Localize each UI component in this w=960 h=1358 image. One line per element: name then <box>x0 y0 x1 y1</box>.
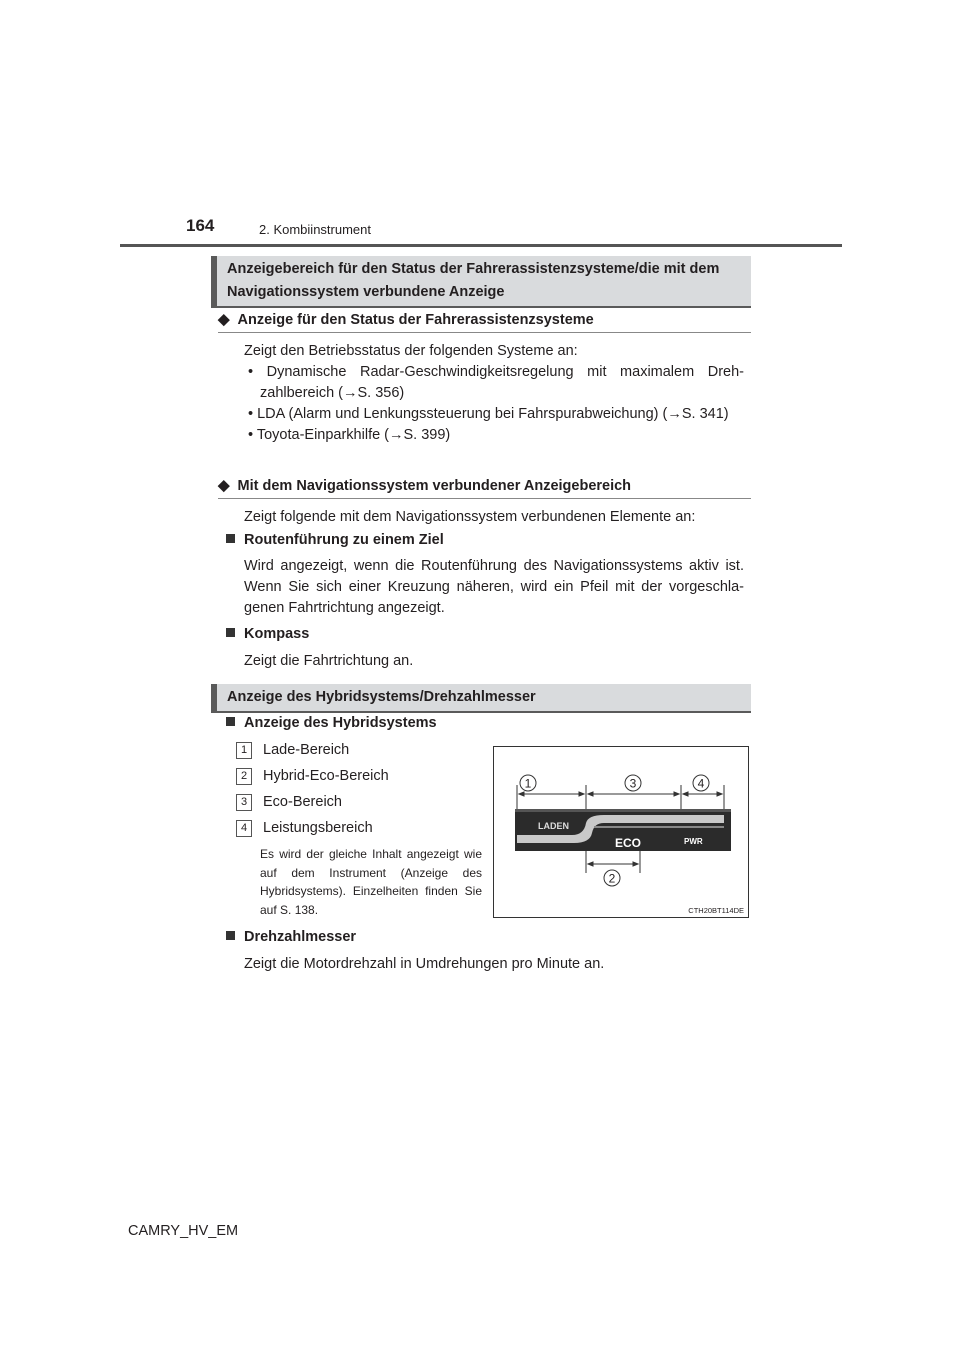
pwr-label: PWR <box>684 837 703 846</box>
route-text: Wird angezeigt, wenn die Routenführung des Navigationssystems aktiv ist. Wenn Sie sich einer Kreuzung näheren, wird ein Pfeil mit der vorgeschla-genen Fahrtrichtung angezeigt. <box>244 558 744 616</box>
subheading-assist-status <box>218 310 751 333</box>
item-label: Hybrid-Eco-Bereich <box>263 768 389 784</box>
assist-intro: Zeigt den Betriebsstatus der folgenden Systeme an: <box>244 343 578 359</box>
item-label: Leistungsbereich <box>263 820 373 836</box>
chapter-title: 2. Kombiinstrument <box>259 222 371 237</box>
laden-label: LADEN <box>538 821 569 831</box>
tacho-heading-text: Drehzahlmesser <box>244 929 357 945</box>
compass-text: Zeigt die Fahrtrichtung an. <box>244 653 414 669</box>
header-rule <box>120 244 842 247</box>
square-bullet-icon <box>226 534 235 543</box>
square-bullet-icon <box>226 931 235 940</box>
hybrid-heading <box>226 715 437 731</box>
section-title-line2: Navigationssystem verbundene Anzeige <box>227 284 505 300</box>
subheading-text: Mit dem Navigationssystem verbundener Anzeigebereich <box>237 478 632 494</box>
square-bullet-icon <box>226 717 235 726</box>
list-item <box>236 820 373 837</box>
callout-1: 1 <box>524 776 532 791</box>
hybrid-heading-text: Anzeige des Hybridsystems <box>244 715 437 731</box>
section-title-text: Anzeige des Hybridsystems/Drehzahlmesser <box>227 689 536 705</box>
tacho-text: Zeigt die Motordrehzahl in Umdrehungen pro Minute an. <box>244 956 605 972</box>
subheading-nav-area <box>218 476 751 499</box>
tacho-heading <box>226 929 356 945</box>
number-badge: 3 <box>236 794 252 811</box>
list-item <box>236 742 349 759</box>
hybrid-indicator-diagram <box>494 747 748 917</box>
square-bullet-icon <box>226 628 235 637</box>
figure-code: CTH20BT114DE <box>688 906 744 915</box>
callout-2: 2 <box>608 871 616 886</box>
eco-label: ECO <box>615 836 642 850</box>
item-label: Eco-Bereich <box>263 794 342 810</box>
list-item: • LDA (Alarm und Lenkungssteuerung bei Fahrspurabweichung) (→S. 341) <box>248 406 729 422</box>
route-heading-text: Routenführung zu einem Ziel <box>244 532 444 548</box>
list-item <box>236 768 389 785</box>
list-item <box>236 794 342 811</box>
number-badge: 2 <box>236 768 252 785</box>
section-title-driver-assist <box>211 256 751 308</box>
assist-systems-block <box>244 341 744 446</box>
section-title-hybrid <box>211 684 751 713</box>
route-heading <box>226 532 444 548</box>
list-item: • Toyota-Einparkhilfe (→S. 399) <box>248 427 451 443</box>
section-title-line1: Anzeigebereich für den Status der Fahrerassistenzsysteme/die mit dem <box>227 261 720 277</box>
footer-model: CAMRY_HV_EM <box>128 1223 239 1239</box>
number-badge: 4 <box>236 820 252 837</box>
item-label: Lade-Bereich <box>263 742 350 758</box>
compass-heading-text: Kompass <box>244 626 310 642</box>
number-badge: 1 <box>236 742 252 759</box>
callout-4: 4 <box>697 776 705 791</box>
list-item: • Dynamische Radar-Geschwindigkeitsregelung mit maximalem Dreh-zahlbereich (→S. 356) <box>248 364 744 401</box>
hybrid-note: Es wird der gleiche Inhalt angezeigt wie auf dem Instrument (Anzeige des Hybridsystems). Einzelheiten finden Sie auf S. 138. <box>260 847 482 917</box>
callout-3: 3 <box>629 776 637 791</box>
compass-heading <box>226 626 309 642</box>
hybrid-indicator-figure <box>493 746 749 918</box>
nav-intro: Zeigt folgende mit dem Navigationssystem verbundenen Elemente an: <box>244 509 696 525</box>
diamond-icon: ◆ <box>218 311 230 328</box>
diamond-icon: ◆ <box>218 477 230 494</box>
subheading-text: Anzeige für den Status der Fahrerassistenzsysteme <box>237 312 594 328</box>
page-number: 164 <box>186 216 215 235</box>
